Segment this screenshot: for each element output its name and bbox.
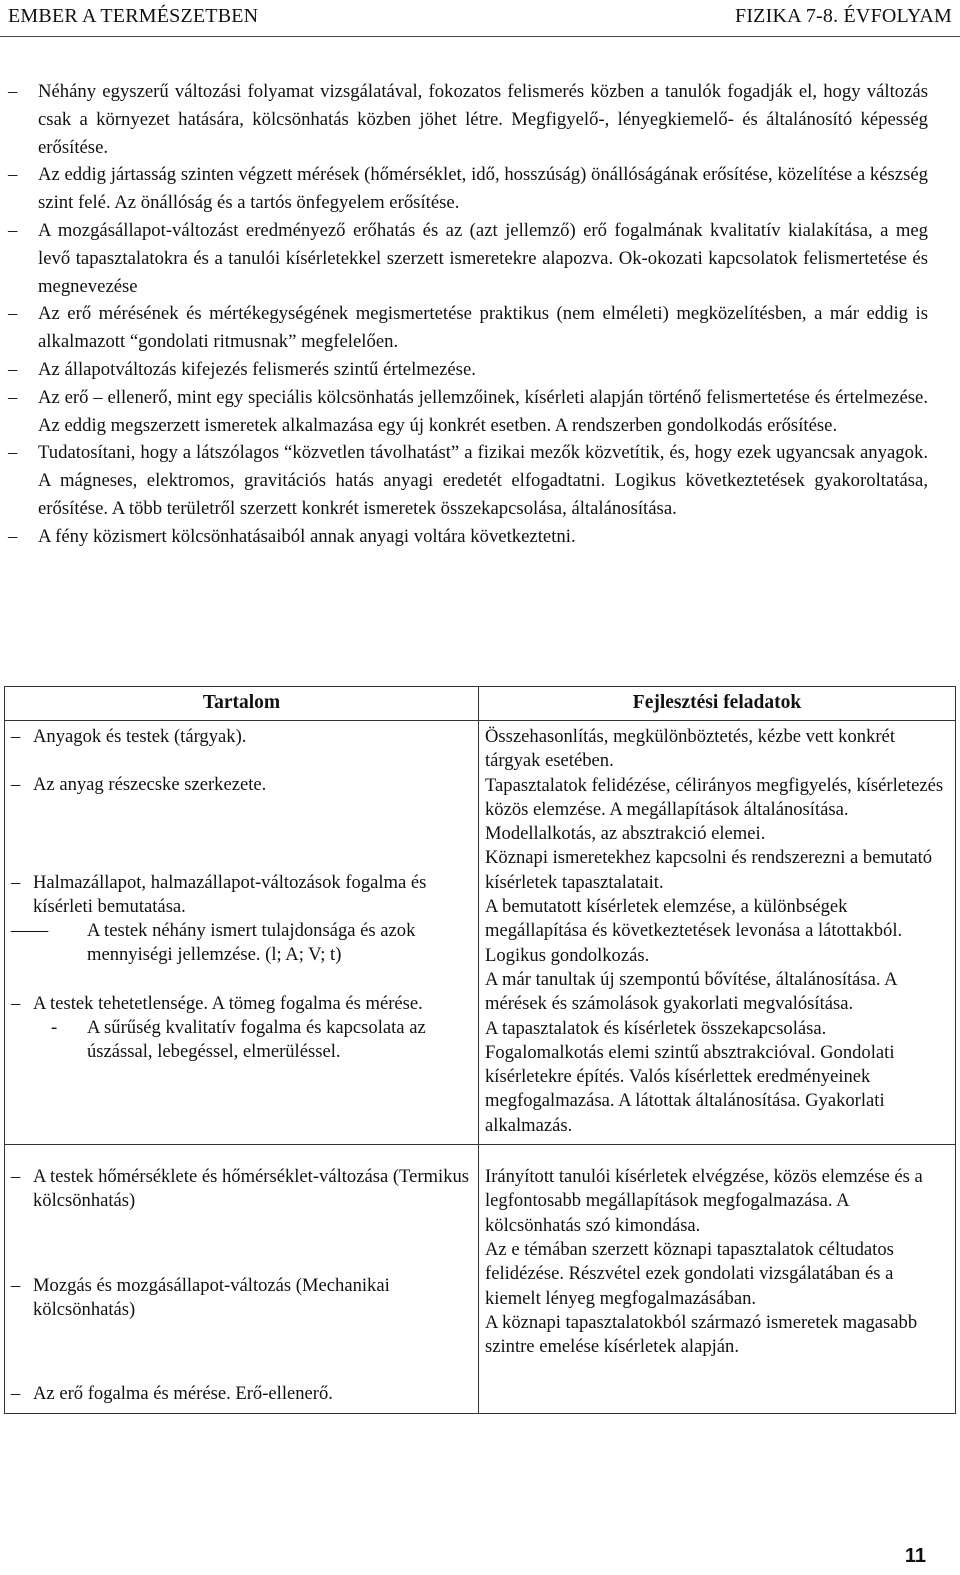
intro-bullet	[8, 439, 928, 522]
content-cell	[5, 721, 479, 1145]
content-item-text: Az anyag részecske szerkezete.	[33, 774, 267, 796]
content-item-text: Anyagok és testek (tárgyak).	[33, 726, 247, 747]
content-list-item	[11, 992, 472, 1016]
dash-marker: –	[8, 81, 18, 102]
task-paragraph: Az e témában szerzett köznapi tapasztalatok céltudatos felidézése. Részvétel ezek gondolati vizsgálatában és a kiemelt lényeg megfogalmazásában.	[485, 1238, 894, 1309]
content-item-text: A testek néhány ismert tulajdonsága és azok mennyiségi jellemzése. (l; A; V; t)	[87, 920, 416, 966]
column-header-content: Tartalom	[5, 687, 479, 721]
intro-bullet	[8, 161, 928, 217]
intro-bullet	[8, 78, 928, 161]
dash-marker: –	[11, 1383, 21, 1405]
table-header-row	[5, 687, 956, 721]
page-number: 11	[904, 1545, 926, 1567]
intro-bullet-text: Az erő mérésének és mértékegységének megismertetése praktikus (nem elméleti) megközelítésben, a már eddig is alkalmazott “gondolati ritmusnak” megfelelően.	[38, 303, 928, 353]
dash-marker: –	[11, 774, 21, 796]
task-paragraph: A már tanultak új szempontú bővítése, általánosítása. A mérések és számolások gyakorlati megvalósítása.	[485, 968, 897, 1015]
intro-bullet	[8, 384, 928, 440]
dash-marker: –	[11, 871, 21, 893]
intro-bullet	[8, 356, 928, 384]
content-list-item	[11, 919, 472, 968]
header-left-title: EMBER A TERMÉSZETBEN	[8, 5, 259, 27]
content-item-text: Mozgás és mozgásállapot-változás (Mechanikai kölcsönhatás)	[33, 1274, 390, 1320]
dash-marker: –	[11, 1274, 21, 1296]
task-paragraph: Tapasztalatok felidézése, célirányos megfigyelés, kísérletezés közös elemzése. A megállapítások általánosítása. Modellalkotás, az absztrakció elemei.	[485, 774, 944, 845]
tasks-cell	[479, 721, 956, 1145]
intro-bullet	[8, 217, 928, 300]
content-item-text: Halmazállapot, halmazállapot-változások fogalma és kísérleti bemutatása.	[33, 871, 427, 917]
content-item-text: A sűrűség kvalitatív fogalma és kapcsolata az úszással, lebegéssel, elmerüléssel.	[87, 1017, 426, 1063]
intro-bullet-list	[8, 78, 928, 551]
content-list-item	[11, 1274, 472, 1323]
tasks-cell	[479, 1145, 956, 1413]
intro-bullet-text: A fény közismert kölcsönhatásaiból annak anyagi voltára következtetni.	[38, 525, 576, 547]
content-list-item	[11, 1165, 472, 1214]
content-item-text: Az erő fogalma és mérése. Erő-ellenerő.	[33, 1383, 333, 1405]
content-item-text: A testek hőmérséklete és hőmérséklet-változása (Termikus kölcsönhatás)	[33, 1166, 470, 1212]
curriculum-table	[4, 686, 956, 1414]
intro-bullet	[8, 300, 928, 356]
content-list-item	[11, 1382, 472, 1406]
dash-marker: –	[8, 358, 18, 380]
task-paragraph: Irányított tanulói kísérletek elvégzése, közös elemzése és a legfontosabb megállapítások megfogalmazása. A kölcsönhatás szó kimondása.	[485, 1166, 923, 1236]
tasks-cell-inner	[479, 721, 955, 1144]
content-list-item	[11, 1016, 472, 1065]
table-row	[5, 1145, 956, 1413]
dash-marker: –	[8, 525, 18, 547]
dash-marker: –	[11, 1166, 21, 1188]
dash-marker: –	[8, 219, 18, 241]
intro-bullet-text: Az állapotváltozás kifejezés felismerés szintű értelmezése.	[38, 358, 476, 380]
task-paragraph: A köznapi tapasztalatokból származó ismeretek magasabb szintre emelése kísérletek alapján.	[485, 1311, 918, 1358]
intro-bullet-text: Az eddig jártasság szinten végzett mérések (hőmérséklet, idő, hosszúság) önállóságának erősítése, közelítése a készség szint felé. Az önállóság és a tartós önfegyelem erősítése.	[38, 164, 928, 214]
task-paragraph: A bemutatott kísérletek elemzése, a különbségek megállapítása és következtetések levonása a látottakból. Logikus gondolkozás.	[485, 896, 903, 966]
content-cell	[5, 1145, 479, 1413]
dash-marker: –	[8, 303, 18, 325]
content-cell-inner	[5, 1145, 478, 1412]
intro-bullet-text: A mozgásállapot-változást eredményező erőhatás és az (azt jellemző) erő fogalmának kvalitatív kialakítása, a meg levő tapasztalatokra és a tanulói kísérletekkel szerzett ismeretekre alapozva. Ok-okozati kapcsolatok felismertetése és megnevezése	[38, 219, 928, 297]
intro-bullet	[8, 523, 928, 551]
tasks-cell-inner	[479, 1145, 955, 1365]
dash-marker: –	[8, 442, 18, 464]
intro-bullet-text: Tudatosítani, hogy a látszólagos “közvetlen távolhatást” a fizikai mezők közvetítik, és, hogy ezek ugyancsak anyagok. A mágneses, elektromos, gravitációs hatás anyagi eredetét elfogadtatni. Logikus következtetések gyakoroltatása, erősítése. A több területről szerzett konkrét ismeretek összekapcsolása, általánosítása.	[38, 442, 928, 519]
content-cell-inner	[5, 721, 478, 1071]
column-header-tasks: Fejlesztési feladatok	[479, 687, 956, 721]
running-header	[0, 0, 960, 37]
content-list-item	[11, 871, 472, 920]
content-list-item	[11, 725, 472, 749]
header-right-title: FIZIKA 7-8. ÉVFOLYAM	[735, 5, 952, 27]
dash-marker: -	[51, 1017, 58, 1039]
dash-marker: –	[8, 164, 18, 186]
table-row	[5, 721, 956, 1145]
content-list-item	[11, 773, 472, 797]
dash-marker: –	[8, 386, 18, 408]
task-paragraph: A tapasztalatok és kísérletek összekapcsolása. Fogalomalkotás elemi szintű absztrakcióval. Gondolati kísérletekre építés. Valós kísérlettek eredményeinek megfogalmazása. A látottak általánosítása. Gyakorlati alkalmazás.	[485, 1017, 895, 1136]
intro-bullet-text: Néhány egyszerű változási folyamat vizsgálatával, fokozatos felismerés közben a tanulók fogadják el, hogy változás csak a környezet hatására, kölcsönhatás közben jöhet létre. Megfigyelő-, lényegkiemelő- és általánosító képesség erősítése.	[38, 81, 928, 158]
dash-marker: ——	[11, 920, 49, 942]
dash-marker: –	[11, 992, 21, 1014]
dash-marker: –	[11, 726, 21, 747]
task-paragraph: Összehasonlítás, megkülönböztetés, kézbe vett konkrét tárgyak esetében.	[485, 726, 895, 772]
task-paragraph: Köznapi ismeretekhez kapcsolni és rendszerezni a bemutató kísérletek tapasztalatait.	[485, 847, 933, 893]
intro-bullet-text: Az erő – ellenerő, mint egy speciális kölcsönhatás jellemzőinek, kísérleti alapján történő felismertetése és értelmezése. Az eddig megszerzett ismeretek alkalmazása egy új konkrét esetben. A rendszerben gondolkodás erősítése.	[38, 386, 928, 436]
content-item-text: A testek tehetetlensége. A tömeg fogalma és mérése.	[33, 992, 423, 1014]
